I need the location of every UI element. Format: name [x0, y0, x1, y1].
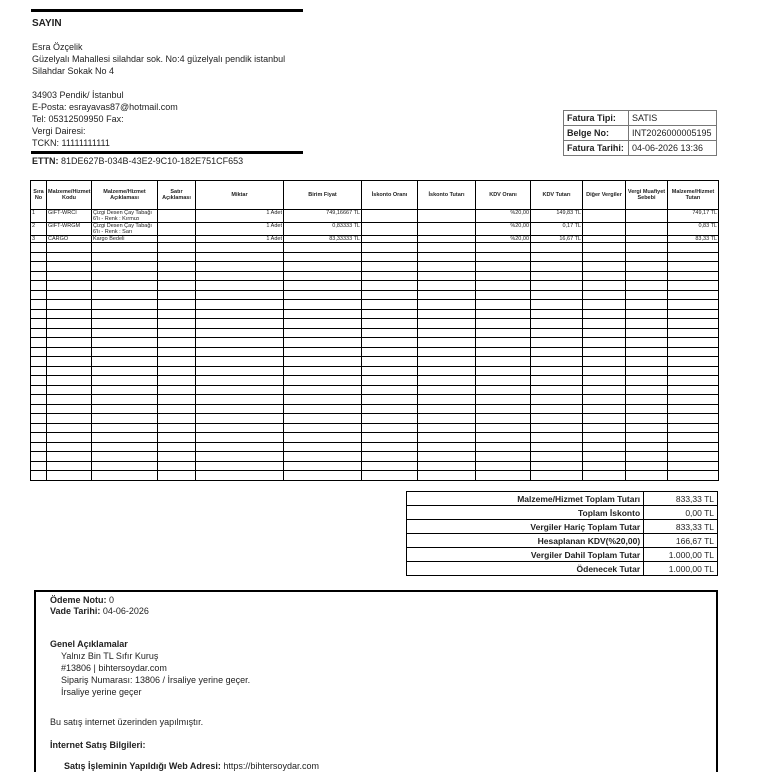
recipient-city: 34903 Pendik/ İstanbul	[32, 90, 124, 100]
invoice-type-label: Fatura Tipi:	[564, 111, 629, 126]
totals-value: 166,67 TL	[644, 534, 718, 548]
ettn-label: ETTN:	[32, 156, 59, 166]
table-cell: 16,67 TL	[531, 236, 583, 243]
empty-row	[31, 328, 719, 338]
invoice-no-label: Belge No:	[564, 126, 629, 141]
empty-row	[31, 347, 719, 357]
recipient-email: E-Posta: esrayavas87@hotmail.com	[32, 102, 178, 112]
table-cell	[583, 223, 626, 236]
table-cell	[158, 236, 196, 243]
totals-row	[407, 562, 718, 576]
due-date	[50, 605, 149, 617]
table-cell: 749,16667 TL	[284, 210, 362, 223]
table-cell	[626, 223, 668, 236]
web-address	[64, 760, 319, 772]
empty-row	[31, 433, 719, 443]
table-row	[31, 236, 719, 243]
empty-row	[31, 357, 719, 367]
table-cell: 0,17 TL	[531, 223, 583, 236]
top-rule	[31, 9, 303, 12]
items-header-cell: İskonto Tutarı	[418, 181, 476, 210]
empty-row	[31, 281, 719, 291]
table-cell: 83,33333 TL	[284, 236, 362, 243]
items-header-cell: KDV Oranı	[476, 181, 531, 210]
empty-row	[31, 290, 719, 300]
internet-sale-note: Bu satış internet üzerinden yapılmıştır.	[50, 717, 204, 727]
empty-row	[31, 385, 719, 395]
recipient-tckn: TCKN: 11111111111	[32, 138, 110, 148]
table-cell: 1 Adet	[196, 223, 284, 236]
general-note-line: İrsaliye yerine geçer	[61, 687, 142, 697]
items-header-cell: Malzeme/Hizmet Açıklaması	[92, 181, 158, 210]
empty-row	[31, 319, 719, 329]
items-table	[30, 180, 719, 481]
table-cell: 1	[31, 210, 47, 223]
totals-value: 1.000,00 TL	[644, 548, 718, 562]
items-header-cell: İskonto Oranı	[362, 181, 418, 210]
empty-row	[31, 300, 719, 310]
empty-row	[31, 442, 719, 452]
recipient-address-line1: Güzelyalı Mahallesi silahdar sok. No:4 güzelyalı pendik istanbul	[32, 54, 286, 64]
table-cell	[418, 223, 476, 236]
recipient-tax-office: Vergi Dairesi:	[32, 126, 86, 136]
items-header-row	[31, 181, 719, 210]
table-cell: GIFT-WRCI	[47, 210, 92, 223]
table-cell: Çizgi Desen Çay Tabağı 6'lı - Renk : Kırmızı	[92, 210, 158, 223]
recipient-address-line2: Silahdar Sokak No 4	[32, 66, 115, 76]
totals-table	[406, 491, 718, 576]
internet-sale-info-title: İnternet Satış Bilgileri:	[50, 740, 146, 750]
due-date-label: Vade Tarihi:	[50, 606, 101, 616]
table-cell	[362, 210, 418, 223]
general-note-line: #13806 | bihtersoydar.com	[61, 663, 167, 673]
table-cell: 1 Adet	[196, 236, 284, 243]
totals-value: 833,33 TL	[644, 520, 718, 534]
table-cell	[362, 236, 418, 243]
totals-row	[407, 548, 718, 562]
table-cell: 83,33 TL	[668, 236, 719, 243]
table-cell: %20,00	[476, 236, 531, 243]
items-header-cell: Satır Açıklaması	[158, 181, 196, 210]
recipient-name: Esra Özçelik	[32, 42, 83, 52]
table-cell: 0,83333 TL	[284, 223, 362, 236]
totals-label: Ödenecek Tutar	[407, 562, 644, 576]
items-header-cell: Malzeme/Hizmet Kodu	[47, 181, 92, 210]
items-header-cell: Birim Fiyat	[284, 181, 362, 210]
table-cell: %20,00	[476, 223, 531, 236]
totals-label: Toplam İskonto	[407, 506, 644, 520]
empty-row	[31, 471, 719, 481]
table-cell: %20,00	[476, 210, 531, 223]
general-note-line: Yalnız Bin TL Sıfır Kuruş	[61, 651, 159, 661]
ettn-rule	[31, 151, 303, 154]
payment-note-label: Ödeme Notu:	[50, 595, 107, 605]
recipient-phone: Tel: 05312509950 Fax:	[32, 114, 124, 124]
totals-value: 833,33 TL	[644, 492, 718, 506]
table-row	[31, 210, 719, 223]
empty-row	[31, 423, 719, 433]
table-cell	[626, 210, 668, 223]
invoice-date-value: 04-06-2026 13:36	[628, 141, 716, 156]
items-header-cell: KDV Tutarı	[531, 181, 583, 210]
empty-row	[31, 252, 719, 262]
totals-row	[407, 520, 718, 534]
table-cell: 3	[31, 236, 47, 243]
empty-row	[31, 461, 719, 471]
empty-row	[31, 309, 719, 319]
table-cell: 149,83 TL	[531, 210, 583, 223]
table-cell	[158, 210, 196, 223]
table-cell	[583, 210, 626, 223]
table-cell: 1 Adet	[196, 210, 284, 223]
empty-row	[31, 338, 719, 348]
totals-row	[407, 492, 718, 506]
totals-value: 1.000,00 TL	[644, 562, 718, 576]
table-cell: 0,83 TL	[668, 223, 719, 236]
ettn	[32, 156, 243, 166]
table-cell	[583, 236, 626, 243]
empty-row	[31, 271, 719, 281]
table-cell	[158, 223, 196, 236]
items-header-cell: Malzeme/Hizmet Tutarı	[668, 181, 719, 210]
table-row	[31, 223, 719, 236]
empty-row	[31, 452, 719, 462]
web-address-label: Satış İşleminin Yapıldığı Web Adresi:	[64, 761, 221, 771]
table-cell: Çizgi Desen Çay Tabağı 6'lı - Renk : Sarı	[92, 223, 158, 236]
empty-row	[31, 376, 719, 386]
web-address-value: https://bihtersoydar.com	[223, 761, 319, 771]
empty-row	[31, 243, 719, 253]
empty-row	[31, 262, 719, 272]
totals-row	[407, 506, 718, 520]
recipient-title: SAYIN	[32, 18, 62, 29]
table-cell: 749,17 TL	[668, 210, 719, 223]
items-header-cell: Miktar	[196, 181, 284, 210]
recipient-block	[32, 41, 332, 149]
payment-note-value: 0	[109, 595, 115, 605]
table-cell	[418, 236, 476, 243]
invoice-date-label: Fatura Tarihi:	[564, 141, 629, 156]
totals-label: Vergiler Dahil Toplam Tutar	[407, 548, 644, 562]
items-header-cell: Diğer Vergiler	[583, 181, 626, 210]
ettn-value: 81DE627B-034B-43E2-9C10-182E751CF653	[61, 156, 244, 166]
items-header-cell: Sıra No	[31, 181, 47, 210]
totals-value: 0,00 TL	[644, 506, 718, 520]
items-header-cell: Vergi Muafiyet Sebebi	[626, 181, 668, 210]
table-cell: CARGO	[47, 236, 92, 243]
table-cell	[418, 210, 476, 223]
table-cell: 2	[31, 223, 47, 236]
table-cell	[626, 236, 668, 243]
totals-row	[407, 534, 718, 548]
invoice-type-value: SATIS	[628, 111, 716, 126]
totals-label: Malzeme/Hizmet Toplam Tutarı	[407, 492, 644, 506]
empty-row	[31, 366, 719, 376]
empty-row	[31, 414, 719, 424]
table-cell: Kargo Bedeli	[92, 236, 158, 243]
general-notes	[61, 650, 250, 698]
invoice-info-table	[563, 110, 717, 156]
totals-label: Hesaplanan KDV(%20,00)	[407, 534, 644, 548]
totals-label: Vergiler Hariç Toplam Tutar	[407, 520, 644, 534]
table-cell	[362, 223, 418, 236]
empty-row	[31, 404, 719, 414]
general-note-line: Sipariş Numarası: 13806 / İrsaliye yerine geçer.	[61, 675, 251, 685]
due-date-value: 04-06-2026	[102, 606, 149, 616]
empty-row	[31, 395, 719, 405]
table-cell: GIFT-WRGM	[47, 223, 92, 236]
general-notes-title: Genel Açıklamalar	[50, 639, 128, 649]
invoice-no-value: INT2026000005195	[628, 126, 716, 141]
